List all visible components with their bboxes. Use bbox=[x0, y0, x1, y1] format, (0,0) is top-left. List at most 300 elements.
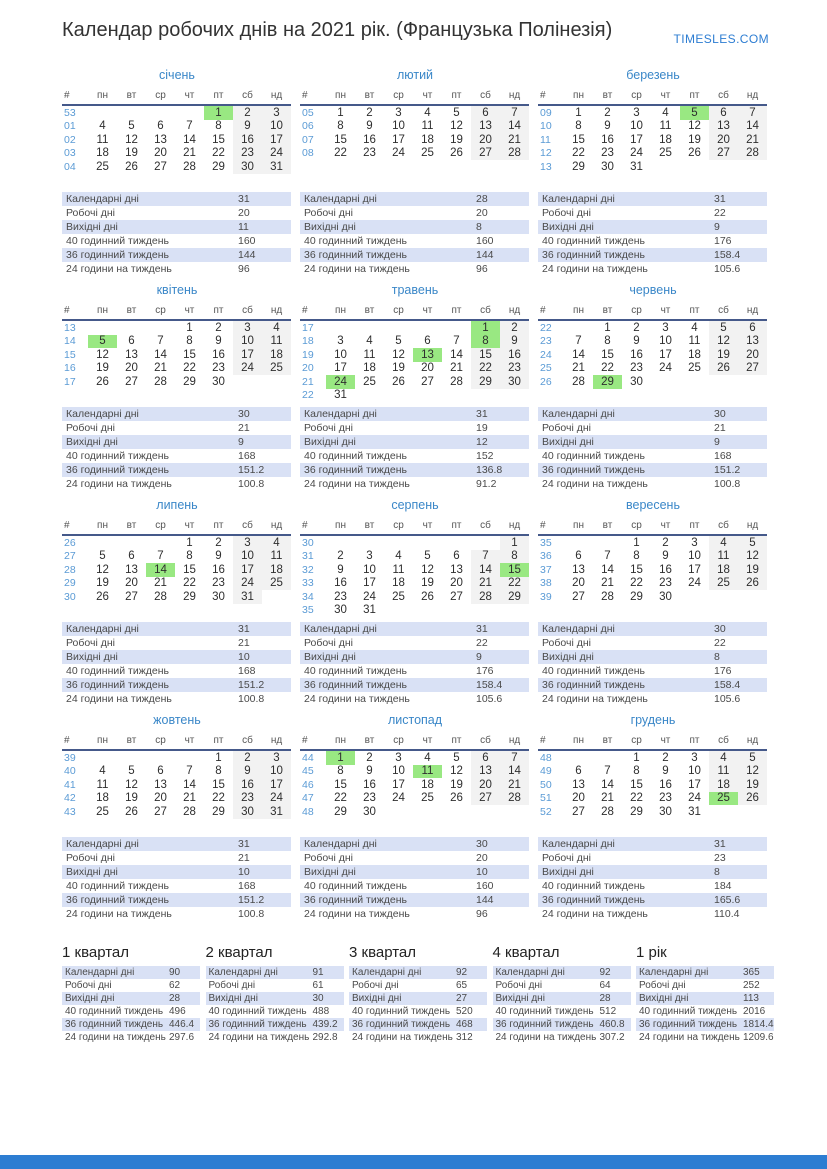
day-cell: 12 bbox=[96, 563, 109, 576]
stat-label: Календарні дні bbox=[352, 967, 422, 978]
day-cell: 14 bbox=[601, 563, 614, 576]
day-col-header: пн bbox=[573, 520, 584, 531]
day-col-header: нд bbox=[270, 735, 283, 746]
day-cell: 16 bbox=[233, 133, 262, 147]
day-cell: 5 bbox=[709, 320, 738, 335]
stat-label: 40 годинний тиждень bbox=[304, 450, 407, 462]
day-cell: 25 bbox=[96, 160, 109, 173]
week-number: 48 bbox=[540, 751, 552, 764]
month-calendar-table bbox=[538, 305, 767, 389]
week-row bbox=[538, 792, 767, 806]
day-cell: 9 bbox=[633, 335, 640, 348]
day-col-header: пн bbox=[97, 305, 108, 316]
day-cell: 4 bbox=[691, 321, 698, 334]
stat-label: 36 годинний тиждень bbox=[542, 894, 645, 906]
day-cell: 1 bbox=[575, 106, 582, 119]
stat-label: Календарні дні bbox=[66, 623, 139, 635]
month-calendar-table bbox=[62, 90, 291, 174]
month-9 bbox=[538, 498, 768, 713]
day-cell: 11 bbox=[709, 765, 738, 779]
stat-label: Календарні дні bbox=[304, 193, 377, 205]
day-col-header: пт bbox=[451, 520, 462, 531]
stat-value: 1814.4 bbox=[743, 1019, 774, 1030]
day-cell: 22 bbox=[630, 577, 643, 590]
day-cell: 11 bbox=[659, 120, 672, 133]
day-cell: 21 bbox=[450, 362, 463, 375]
day-cell: 16 bbox=[363, 133, 376, 146]
week-number: 33 bbox=[302, 577, 314, 590]
day-col-header: ср bbox=[393, 90, 404, 101]
day-cell: 21 bbox=[183, 792, 196, 805]
empty-day-cell bbox=[262, 375, 291, 389]
stat-label: Календарні дні bbox=[542, 838, 615, 850]
day-cell: 29 bbox=[630, 590, 643, 603]
day-cell: 17 bbox=[262, 778, 291, 792]
empty-day-cell bbox=[738, 805, 767, 819]
summary-stat-row bbox=[349, 966, 487, 979]
week-row bbox=[62, 105, 291, 120]
day-cell: 2 bbox=[662, 536, 669, 549]
stat-label: Вихідні дні bbox=[65, 993, 115, 1004]
week-number: 34 bbox=[302, 590, 314, 603]
week-row bbox=[62, 375, 291, 389]
week-row bbox=[300, 320, 529, 335]
calendar-header-row bbox=[62, 305, 291, 320]
empty-day-cell bbox=[709, 160, 738, 174]
month-stat-row bbox=[538, 664, 767, 678]
day-cell: 21 bbox=[738, 133, 767, 147]
day-col-header: ср bbox=[631, 90, 642, 101]
stat-value: 176 bbox=[714, 235, 732, 247]
stat-label: 40 годинний тиждень bbox=[304, 880, 407, 892]
day-col-header: ср bbox=[155, 305, 166, 316]
day-cell: 25 bbox=[96, 805, 109, 818]
empty-day-cell bbox=[355, 320, 384, 335]
day-col-header: вт bbox=[364, 735, 375, 746]
month-calendar-table bbox=[538, 90, 767, 174]
stat-value: 100.8 bbox=[238, 908, 265, 920]
stat-label: 36 годинний тиждень bbox=[304, 249, 407, 261]
stat-label: Робочі дні bbox=[66, 422, 115, 434]
stat-value: 105.6 bbox=[714, 693, 741, 705]
month-3 bbox=[538, 68, 768, 283]
month-stat-row bbox=[300, 678, 529, 692]
day-cell: 11 bbox=[96, 778, 109, 791]
month-stat-row bbox=[300, 435, 529, 449]
calendar-header bbox=[538, 735, 767, 750]
month-stat-row bbox=[538, 893, 767, 907]
day-cell: 20 bbox=[572, 792, 585, 805]
calendar-header bbox=[62, 305, 291, 320]
stat-label: Календарні дні bbox=[495, 967, 565, 978]
day-col-header: пт bbox=[213, 305, 224, 316]
day-col-header: пн bbox=[573, 305, 584, 316]
day-cell: 18 bbox=[709, 778, 738, 792]
week-col-header: # bbox=[64, 735, 70, 746]
stat-value: 460.8 bbox=[599, 1019, 625, 1030]
day-cell: 6 bbox=[709, 105, 738, 120]
day-cell: 21 bbox=[601, 792, 614, 805]
week-number: 25 bbox=[540, 362, 552, 375]
week-row bbox=[62, 348, 291, 362]
month-stat-row bbox=[62, 192, 291, 206]
stat-value: 27 bbox=[456, 993, 468, 1004]
day-cell: 20 bbox=[154, 147, 167, 160]
day-cell: 20 bbox=[471, 778, 500, 792]
stat-label: Вихідні дні bbox=[66, 221, 118, 233]
stat-label: 40 годинний тиждень bbox=[304, 665, 407, 677]
week-number: 02 bbox=[64, 133, 76, 146]
stat-value: 307.2 bbox=[599, 1032, 625, 1043]
day-cell: 13 bbox=[572, 563, 585, 576]
stat-label: Робочі дні bbox=[66, 207, 115, 219]
month-stat-row bbox=[300, 262, 529, 276]
week-row bbox=[538, 750, 767, 765]
day-cell: 4 bbox=[262, 535, 291, 550]
day-cell: 13 bbox=[413, 348, 442, 362]
stat-value: 9 bbox=[476, 651, 482, 663]
day-cell: 7 bbox=[575, 335, 582, 348]
day-cell: 6 bbox=[128, 335, 135, 348]
stat-value: 365 bbox=[743, 967, 760, 978]
day-cell: 16 bbox=[363, 778, 376, 791]
calendar-body bbox=[538, 105, 767, 174]
month-title: лютий bbox=[396, 68, 434, 82]
day-cell: 3 bbox=[337, 335, 344, 348]
stat-value: 151.2 bbox=[238, 464, 265, 476]
empty-day-cell bbox=[564, 535, 593, 550]
day-cell: 20 bbox=[421, 362, 434, 375]
week-number: 36 bbox=[540, 550, 552, 563]
stat-label: 24 години на тиждень bbox=[208, 1032, 310, 1043]
stat-value: 297.6 bbox=[169, 1032, 195, 1043]
day-cell: 21 bbox=[154, 362, 167, 375]
stat-value: 110.4 bbox=[714, 908, 740, 920]
day-cell: 26 bbox=[688, 147, 701, 160]
day-cell: 31 bbox=[334, 389, 347, 402]
week-number: 09 bbox=[540, 106, 552, 119]
week-number: 29 bbox=[64, 577, 76, 590]
day-col-header: ср bbox=[393, 520, 404, 531]
stat-value: 30 bbox=[476, 838, 488, 850]
stat-value: 152 bbox=[476, 450, 494, 462]
month-stat-row bbox=[300, 220, 529, 234]
month-stat-row bbox=[62, 407, 291, 421]
week-row bbox=[300, 604, 529, 618]
stat-label: Календарні дні bbox=[542, 408, 615, 420]
stat-value: 468 bbox=[456, 1019, 473, 1030]
day-col-header: чт bbox=[422, 90, 433, 101]
week-row bbox=[538, 550, 767, 564]
empty-day-cell bbox=[384, 535, 413, 550]
stat-label: 36 годинний тиждень bbox=[66, 894, 169, 906]
day-cell: 23 bbox=[212, 362, 225, 375]
calendar-header bbox=[300, 735, 529, 750]
day-cell: 6 bbox=[157, 765, 164, 778]
week-row bbox=[538, 375, 767, 389]
day-cell: 10 bbox=[392, 765, 405, 778]
day-col-header: сб bbox=[242, 520, 253, 531]
summary-stat-row bbox=[206, 1031, 344, 1044]
day-cell: 5 bbox=[128, 765, 135, 778]
day-cell: 29 bbox=[630, 805, 643, 818]
day-cell: 28 bbox=[738, 147, 767, 161]
day-cell: 21 bbox=[572, 362, 585, 375]
month-stat-row bbox=[538, 435, 767, 449]
day-cell: 5 bbox=[99, 550, 106, 563]
day-cell: 4 bbox=[709, 535, 738, 550]
day-cell: 3 bbox=[633, 106, 640, 119]
stat-label: Робочі дні bbox=[66, 637, 115, 649]
day-cell: 19 bbox=[688, 133, 701, 146]
week-number: 22 bbox=[540, 321, 552, 334]
empty-day-cell bbox=[355, 389, 384, 403]
summary-stat-row bbox=[206, 966, 344, 979]
day-cell: 19 bbox=[709, 348, 738, 362]
stat-label: Робочі дні bbox=[304, 207, 353, 219]
stat-value: 91 bbox=[312, 967, 324, 978]
day-cell: 15 bbox=[500, 563, 529, 577]
day-cell: 30 bbox=[233, 160, 262, 174]
summary-title: 1 квартал bbox=[62, 944, 130, 961]
month-stat-row bbox=[538, 234, 767, 248]
day-cell: 22 bbox=[183, 362, 196, 375]
stat-label: 40 годинний тиждень bbox=[208, 1006, 307, 1017]
day-col-header: пн bbox=[97, 520, 108, 531]
week-number: 04 bbox=[64, 160, 76, 173]
week-row bbox=[300, 147, 529, 161]
day-cell: 7 bbox=[500, 750, 529, 765]
month-title: березень bbox=[626, 68, 680, 82]
stat-value: 20 bbox=[476, 207, 488, 219]
week-col-header: # bbox=[540, 735, 546, 746]
stat-label: 40 годинний тиждень bbox=[542, 450, 645, 462]
day-col-header: чт bbox=[184, 305, 195, 316]
empty-day-cell bbox=[738, 375, 767, 389]
day-col-header: ср bbox=[155, 735, 166, 746]
day-cell: 1 bbox=[337, 106, 344, 119]
stat-value: 160 bbox=[238, 235, 256, 247]
day-col-header: нд bbox=[508, 520, 521, 531]
stat-value: 9 bbox=[714, 221, 720, 233]
day-cell: 16 bbox=[659, 563, 672, 576]
day-cell: 19 bbox=[125, 792, 138, 805]
calendar-body bbox=[62, 750, 291, 819]
day-cell: 3 bbox=[691, 751, 698, 764]
week-number: 49 bbox=[540, 765, 552, 778]
empty-day-cell bbox=[471, 805, 500, 819]
month-stat-row bbox=[538, 449, 767, 463]
day-cell: 1 bbox=[186, 321, 193, 334]
day-col-header: чт bbox=[660, 735, 671, 746]
week-row bbox=[538, 577, 767, 591]
calendar-body bbox=[538, 535, 767, 604]
week-row bbox=[300, 550, 529, 564]
day-cell: 24 bbox=[233, 362, 262, 376]
calendar-body bbox=[300, 320, 529, 402]
day-cell: 5 bbox=[395, 335, 402, 348]
day-cell: 1 bbox=[326, 750, 355, 765]
week-number: 35 bbox=[540, 536, 552, 549]
month-stat-row bbox=[538, 220, 767, 234]
day-cell: 4 bbox=[99, 765, 106, 778]
stat-value: 21 bbox=[714, 422, 726, 434]
month-stat-row bbox=[62, 851, 291, 865]
stat-value: 8 bbox=[714, 651, 720, 663]
day-cell: 21 bbox=[500, 133, 529, 147]
month-title: серпень bbox=[391, 498, 439, 512]
stat-value: 165.6 bbox=[714, 894, 741, 906]
day-col-header: ср bbox=[631, 305, 642, 316]
stat-value: 10 bbox=[238, 651, 250, 663]
day-cell: 8 bbox=[337, 120, 344, 133]
stat-label: Календарні дні bbox=[639, 967, 709, 978]
day-cell: 1 bbox=[186, 536, 193, 549]
empty-day-cell bbox=[88, 750, 117, 765]
summary-1 bbox=[62, 944, 200, 1044]
day-col-header: чт bbox=[422, 735, 433, 746]
stat-label: Робочі дні bbox=[304, 637, 353, 649]
day-cell: 7 bbox=[157, 335, 164, 348]
stat-label: 24 години на тиждень bbox=[352, 1032, 453, 1043]
summary-stat-row bbox=[493, 1018, 631, 1031]
day-cell: 29 bbox=[593, 375, 622, 389]
day-cell: 27 bbox=[154, 160, 167, 173]
day-col-header: вт bbox=[126, 305, 137, 316]
month-stats-table bbox=[538, 407, 767, 491]
summary-stat-row bbox=[349, 992, 487, 1005]
empty-day-cell bbox=[500, 389, 529, 403]
stat-value: 136.8 bbox=[476, 464, 503, 476]
week-number: 14 bbox=[64, 335, 76, 348]
stat-value: 8 bbox=[476, 221, 482, 233]
day-cell: 3 bbox=[395, 106, 402, 119]
day-cell: 25 bbox=[659, 147, 672, 160]
stat-value: 184 bbox=[714, 880, 732, 892]
day-cell: 13 bbox=[471, 765, 500, 779]
day-cell: 23 bbox=[233, 147, 262, 161]
day-cell: 31 bbox=[630, 160, 643, 173]
empty-day-cell bbox=[593, 750, 622, 765]
day-col-header: сб bbox=[718, 520, 729, 531]
empty-day-cell bbox=[442, 535, 471, 550]
month-stat-row bbox=[62, 248, 291, 262]
stat-value: 160 bbox=[476, 880, 494, 892]
day-col-header: ср bbox=[155, 520, 166, 531]
week-row bbox=[62, 362, 291, 376]
day-cell: 6 bbox=[157, 120, 164, 133]
month-calendar-table bbox=[538, 520, 767, 604]
month-10 bbox=[62, 713, 292, 928]
calendar-body bbox=[62, 535, 291, 604]
day-cell: 24 bbox=[392, 147, 405, 160]
week-number: 17 bbox=[302, 321, 314, 334]
week-number: 13 bbox=[64, 321, 76, 334]
day-cell: 12 bbox=[96, 348, 109, 361]
stat-label: 24 години на тиждень bbox=[304, 478, 410, 490]
month-stat-row bbox=[62, 449, 291, 463]
empty-day-cell bbox=[146, 535, 175, 550]
month-stat-row bbox=[538, 692, 767, 706]
summary-stat-row bbox=[493, 1031, 631, 1044]
day-cell: 2 bbox=[215, 321, 222, 334]
week-number: 11 bbox=[540, 133, 551, 146]
empty-day-cell bbox=[355, 535, 384, 550]
day-cell: 11 bbox=[392, 563, 405, 576]
day-cell: 27 bbox=[471, 147, 500, 161]
day-col-header: вт bbox=[126, 90, 137, 101]
day-col-header: пн bbox=[573, 735, 584, 746]
day-cell: 7 bbox=[186, 765, 193, 778]
day-cell: 19 bbox=[96, 577, 109, 590]
day-cell: 4 bbox=[424, 106, 431, 119]
day-col-header: пт bbox=[689, 520, 700, 531]
calendar-body bbox=[62, 105, 291, 174]
stat-label: Робочі дні bbox=[66, 852, 115, 864]
stat-label: 40 годинний тиждень bbox=[495, 1006, 594, 1017]
stat-label: Вихідні дні bbox=[352, 993, 402, 1004]
day-col-header: нд bbox=[746, 305, 759, 316]
stat-label: 24 години на тиждень bbox=[304, 263, 410, 275]
month-stat-row bbox=[538, 622, 767, 636]
month-stat-row bbox=[538, 477, 767, 491]
stat-value: 31 bbox=[238, 838, 250, 850]
stat-label: Вихідні дні bbox=[304, 436, 356, 448]
day-cell: 16 bbox=[233, 778, 262, 792]
day-cell: 14 bbox=[738, 120, 767, 134]
month-stat-row bbox=[62, 622, 291, 636]
stat-value: 100.8 bbox=[238, 478, 265, 490]
day-cell: 4 bbox=[709, 750, 738, 765]
stat-label: 36 годинний тиждень bbox=[352, 1019, 451, 1030]
empty-day-cell bbox=[593, 535, 622, 550]
week-row bbox=[300, 590, 529, 604]
day-cell: 23 bbox=[363, 792, 376, 805]
day-cell: 10 bbox=[630, 120, 643, 133]
day-cell: 27 bbox=[471, 792, 500, 806]
day-cell: 6 bbox=[471, 105, 500, 120]
stat-value: 22 bbox=[714, 207, 726, 219]
month-6 bbox=[538, 283, 768, 498]
day-cell: 11 bbox=[688, 335, 701, 348]
stat-value: 176 bbox=[476, 665, 494, 677]
stat-value: 151.2 bbox=[714, 464, 741, 476]
empty-day-cell bbox=[709, 375, 738, 389]
empty-day-cell bbox=[680, 160, 709, 174]
day-cell: 3 bbox=[395, 751, 402, 764]
week-col-header: # bbox=[540, 90, 546, 101]
calendar-body bbox=[300, 535, 529, 617]
day-cell: 7 bbox=[604, 550, 611, 563]
day-cell: 2 bbox=[233, 750, 262, 765]
day-cell: 13 bbox=[125, 348, 138, 361]
month-stats-table bbox=[300, 407, 529, 491]
month-stats-table bbox=[300, 837, 529, 921]
day-cell: 22 bbox=[630, 792, 643, 805]
day-cell: 2 bbox=[366, 751, 373, 764]
day-col-header: пн bbox=[335, 520, 346, 531]
site-logo-link[interactable]: TIMESLES.COM bbox=[673, 32, 769, 46]
month-stat-row bbox=[538, 407, 767, 421]
day-cell: 10 bbox=[659, 335, 672, 348]
month-8 bbox=[300, 498, 530, 713]
stat-value: 96 bbox=[476, 263, 488, 275]
day-col-header: нд bbox=[270, 90, 283, 101]
stat-value: 168 bbox=[238, 880, 256, 892]
week-row bbox=[300, 335, 529, 349]
week-number: 10 bbox=[540, 120, 552, 133]
day-col-header: пт bbox=[213, 735, 224, 746]
